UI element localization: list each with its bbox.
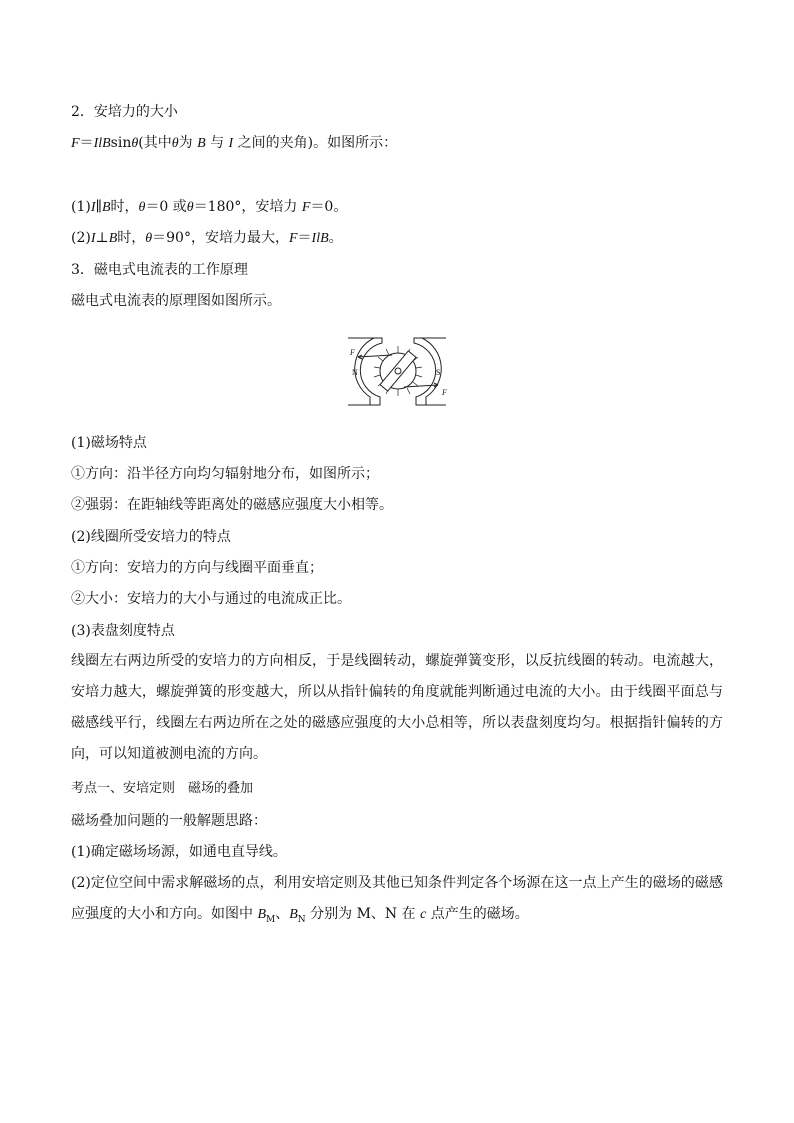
case1-theta1: θ <box>138 200 146 215</box>
label-f-bottom: F <box>442 388 447 397</box>
formula-note-theta: θ <box>171 136 179 151</box>
step2-sep: 、 <box>275 906 290 922</box>
step2-text-b: 分别为 M、N 在 <box>305 906 421 922</box>
pole-shoe-north <box>355 338 382 405</box>
case1-I: I <box>90 200 96 215</box>
topic-1-heading: 考点一、安培定则 磁场的叠加 <box>71 781 254 796</box>
step2-text-a: (2)定位空间中需求解磁场的点，利用安培定则及其他已知条件判定各个场源在这一点上产生的磁场的磁感应强度的大小和方向。如图中 <box>71 875 723 922</box>
formula-theta: θ <box>131 136 139 151</box>
formula-note-d: 之间的夹角)。如图所示： <box>237 135 398 151</box>
formula-sin: sin <box>110 135 132 151</box>
case2-ilb: IlB <box>311 231 329 246</box>
case1-a: (1) <box>71 199 91 215</box>
p2-title: (2)线圈所受安培力的特点 <box>71 529 231 545</box>
case2-theta: θ <box>145 231 153 246</box>
p2-direction: ①方向：安培力的方向与线圈平面垂直； <box>71 560 323 576</box>
case1-F: F <box>301 200 311 215</box>
section-3-intro: 磁电式电流表的原理图如图所示。 <box>71 293 281 309</box>
section-3-heading: 3．磁电式电流表的工作原理 <box>71 262 248 278</box>
topic-1-step1: (1)确定磁场场源，如通电直导线。 <box>71 844 287 860</box>
ampere-force-formula <box>71 134 397 153</box>
formula-note-I: I <box>228 136 234 151</box>
galvanometer-diagram <box>346 335 450 407</box>
case1-e: ＝0。 <box>310 199 348 215</box>
case2-F: F <box>288 231 298 246</box>
formula-F: F <box>71 136 80 151</box>
formula-equals: ＝ <box>79 135 94 151</box>
p3-body: 线圈左右两边所受的安培力的方向相反，于是线圈转动，螺旋弹簧变形，以反抗线圈的转动。电流越大，安培力越大，螺旋弹簧的形变越大，所以从指针偏转的角度就能判断通过电流的大小。由于线圈平面总与磁感线平行，线圈左右两边所在之处的磁感应强度的大小总相等，所以表盘刻度均匀。根据指针偏转的方向，可以知道被测电流的方向。 <box>71 653 723 762</box>
case1-theta2: θ <box>186 200 194 215</box>
case1-B: B <box>101 200 111 215</box>
case1-d: ＝180°，安培力 <box>193 199 298 215</box>
formula-note-a: (其中 <box>138 135 172 151</box>
case2-e: 。 <box>328 230 343 246</box>
case-parallel <box>71 198 347 217</box>
step2-BN: B <box>289 907 298 922</box>
pivot <box>395 368 401 374</box>
case2-c: ＝90°，安培力最大， <box>152 230 289 246</box>
label-f-top: F <box>350 348 355 357</box>
step2-N-sub: N <box>297 914 306 925</box>
case2-B: B <box>108 231 118 246</box>
step2-c: c <box>420 907 427 922</box>
p1-strength: ②强弱：在距轴线等距离处的磁感应强度大小相等。 <box>71 497 393 513</box>
topic-1-intro: 磁场叠加问题的一般解题思路： <box>71 813 267 829</box>
step2-M-sub: M <box>266 914 276 925</box>
p2-magnitude: ②大小：安培力的大小与通过的电流成正比。 <box>71 591 351 607</box>
p1-direction: ①方向：沿半径方向均匀辐射地分布，如图所示； <box>71 466 379 482</box>
case1-parallel: ∥ <box>95 199 102 215</box>
step2-BM: B <box>257 907 267 922</box>
topic-1-step2 <box>71 868 723 936</box>
case1-c: ＝0 或 <box>145 199 187 215</box>
formula-note-b: 为 <box>178 135 193 151</box>
case-perpendicular <box>71 229 343 248</box>
case2-b: 时， <box>117 230 146 246</box>
case1-b: 时， <box>110 199 139 215</box>
formula-ilb: IlB <box>93 136 111 151</box>
p3-title: (3)表盘刻度特点 <box>71 623 175 639</box>
case2-I: I <box>90 231 96 246</box>
case2-d: ＝ <box>297 230 312 246</box>
p1-title: (1)磁场特点 <box>71 435 147 451</box>
section-2-heading: 2．安培力的大小 <box>71 104 178 120</box>
formula-note-c: 与 <box>210 135 225 151</box>
step2-text-d: 点产生的磁场。 <box>426 906 529 922</box>
label-n: N <box>352 368 358 377</box>
formula-note-B: B <box>197 136 206 151</box>
label-s: S <box>436 368 441 377</box>
case2-perp: ⊥ <box>95 230 109 246</box>
case2-a: (2) <box>71 230 91 246</box>
